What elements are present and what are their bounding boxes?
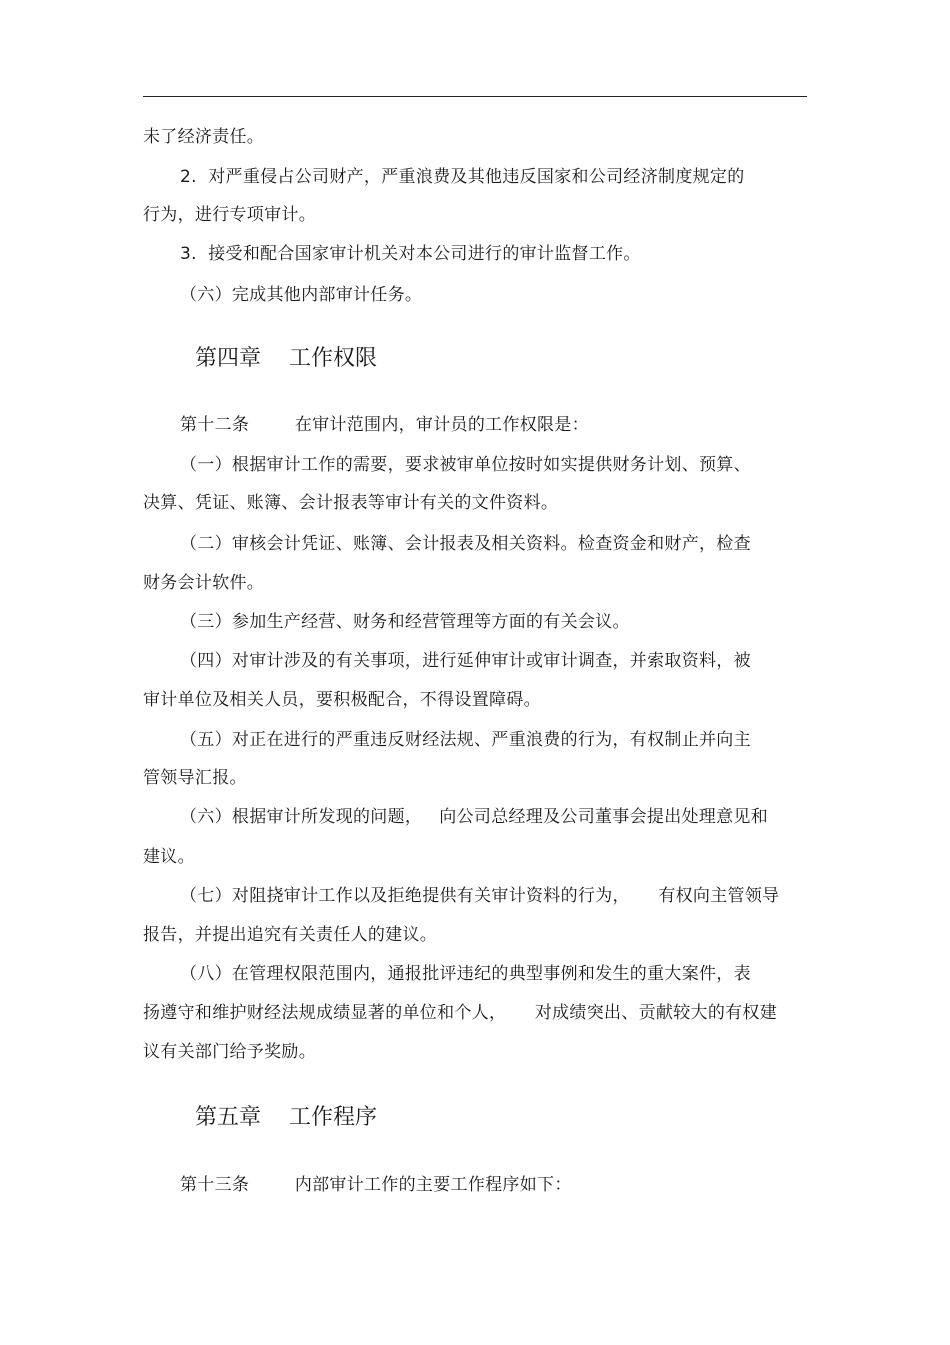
text-line: （六）完成其他内部审计任务。 (180, 285, 423, 305)
chapter-heading: 第五章 工作程序 (195, 1105, 377, 1130)
article-line: 第十二条 在审计范围内，审计员的工作权限是： (180, 415, 589, 435)
text-line: （二）审核会计凭证、账簿、会计报表及相关资料。检查资金和财产，检查 (180, 534, 751, 554)
text-line: 财务会计软件。 (143, 573, 265, 593)
text-line: （八）在管理权限范围内，通报批评违纪的典型事例和发生的重大案件，表 (180, 964, 751, 984)
header-rule (143, 96, 807, 97)
text-line: 行为，进行专项审计。 (143, 205, 316, 225)
text-line: （一）根据审计工作的需要，要求被审单位按时如实提供财务计划、预算、 (180, 455, 751, 475)
text-line: 2. 对严重侵占公司财产，严重浪费及其他违反国家和公司经济制度规定的 (180, 167, 745, 187)
text-line: （三）参加生产经营、财务和经营管理等方面的有关会议。 (180, 612, 630, 632)
text-line: 扬遵守和维护财经法规成绩显著的单位和个人， 对成绩突出、贡献较大的有权建 (143, 1003, 778, 1023)
text-line: 未了经济责任。 (143, 127, 265, 147)
text-line: （六）根据审计所发现的问题， 向公司总经理及公司董事会提出处理意见和 (180, 807, 769, 827)
text-line: 报告，并提出追究有关责任人的建议。 (143, 925, 438, 945)
article-line: 第十三条 内部审计工作的主要工作程序如下： (180, 1175, 572, 1195)
text-line: 3. 接受和配合国家审计机关对本公司进行的审计监督工作。 (180, 244, 641, 264)
text-line: 议有关部门给予奖励。 (143, 1042, 316, 1062)
text-line: （五）对正在进行的严重违反财经法规、严重浪费的行为，有权制止并向主 (180, 730, 751, 750)
text-line: 审计单位及相关人员，要积极配合，不得设置障碍。 (143, 690, 541, 710)
text-line: （四）对审计涉及的有关事项，进行延伸审计或审计调查，并索取资料，被 (180, 651, 751, 671)
text-line: （七）对阻挠审计工作以及拒绝提供有关审计资料的行为， 有权向主管领导 (180, 886, 780, 906)
text-line: 管领导汇报。 (143, 768, 247, 788)
text-line: 决算、凭证、账簿、会计报表等审计有关的文件资料。 (143, 493, 559, 513)
chapter-heading: 第四章 工作权限 (195, 346, 377, 371)
text-line: 建议。 (143, 847, 195, 867)
